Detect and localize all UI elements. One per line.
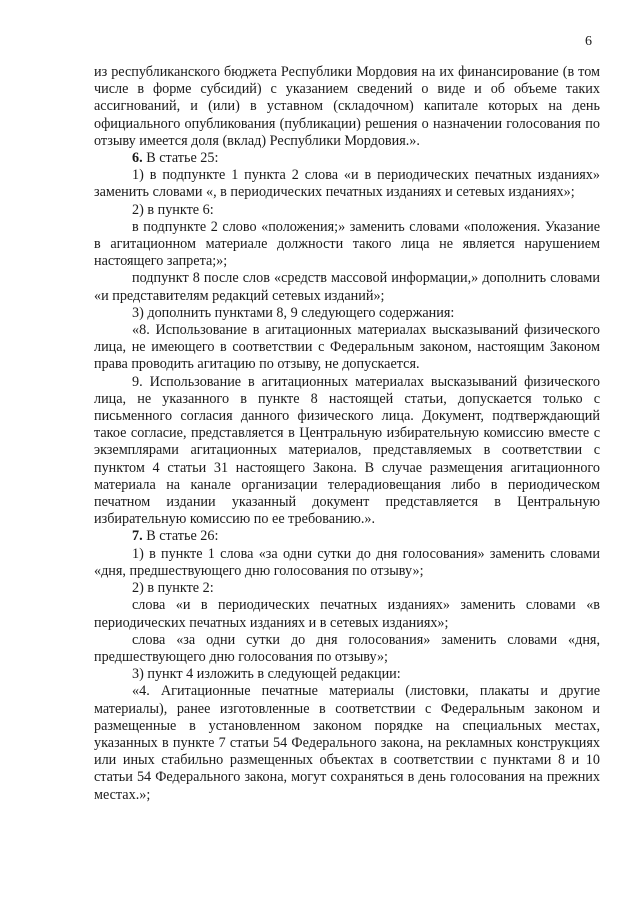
paragraph-text: в подпункте 2 слово «положения;» заменить словами «положения. Указание в агитационном материале должности такого лица не является нарушением настоящего запрета;»;	[94, 218, 600, 270]
paragraph	[94, 580, 600, 597]
paragraph	[94, 546, 600, 580]
paragraph-text: слова «за одни сутки до дня голосования» заменить словами «дня, предшествующего дню голосования по отзыву»;	[94, 631, 600, 665]
paragraph-text: 1) в подпункте 1 пункта 2 слова «и в периодических печатных изданиях» заменить словами «, в периодических печатных изданиях и сетевых изданиях»;	[94, 167, 600, 201]
paragraph	[94, 632, 600, 666]
paragraph	[94, 683, 600, 803]
paragraph	[94, 597, 600, 631]
paragraph	[94, 64, 600, 150]
paragraph	[94, 374, 600, 529]
paragraph	[94, 322, 600, 374]
paragraph-text: В статье 26:	[142, 528, 219, 545]
paragraph-text: 1) в пункте 1 слова «за одни сутки до дня голосования» заменить словами «дня, предшествующего дню голосования по отзыву»;	[94, 545, 600, 579]
paragraph	[94, 666, 600, 683]
paragraph-text: слова «и в периодических печатных изданиях» заменить словами «в периодических печатных изданиях и в сетевых изданиях»;	[94, 597, 600, 631]
paragraph	[94, 305, 600, 322]
section-number: 6.	[132, 150, 143, 167]
paragraph-text: из республиканского бюджета Республики Мордовия на их финансирование (в том числе в форме субсидий) с указанием сведений о виде и об объеме таких ассигнований, и (или) в уставном (складочном) капитале которых на день официального опубликования (публикации) решения о назначении голосования по отзыву имеется доля (вклад) Республики Мордовия.».	[94, 64, 600, 149]
page-number: 6	[585, 34, 592, 49]
section-number: 7.	[132, 528, 143, 545]
paragraph	[94, 270, 600, 304]
paragraph-text: «4. Агитационные печатные материалы (листовки, плакаты и другие материалы), ранее изготовленные в соответствии с Федеральным законом и размещенные в установленном законом порядке на специальных местах, указанных в пункте 7 статьи 54 Федерального закона, на рекламных конструкциях или иных стабильно размещенных объектах в соответствии с пунктами 8 и 10 статьи 54 Федерального закона, могут сохраняться в день голосования на прежних местах.»;	[94, 683, 600, 803]
section-heading	[94, 528, 600, 545]
paragraph-text: 9. Использование в агитационных материалах высказываний физического лица, не указанного в пункте 8 настоящей статьи, допускается только с письменного согласия данного физического лица. Документ, подтверждающий такое согласие, представляется в Центральную избирательную комиссию вместе с экземплярами агитационных материалов, представляемых в соответствии с пунктом 4 статьи 31 настоящего Закона. В случае размещения агитационного материала на канале организации телерадиовещания либо в периодическом печатном издании указанный документ представляется в Центральную избирательную комиссию по ее требованию.».	[94, 373, 600, 528]
document-body	[94, 64, 600, 804]
paragraph-text: подпункт 8 после слов «средств массовой информации,» дополнить словами «и представителям редакций сетевых изданий»;	[94, 270, 600, 304]
paragraph-text: 3) дополнить пунктами 8, 9 следующего содержания:	[132, 304, 455, 321]
paragraph-text: «8. Использование в агитационных материалах высказываний физического лица, не имеющего в соответствии с Федеральным законом, настоящим Законом права проводить агитацию по отзыву, не допускается.	[94, 322, 600, 373]
paragraph	[94, 167, 600, 201]
section-heading	[94, 150, 600, 167]
paragraph-text: 3) пункт 4 изложить в следующей редакции:	[132, 666, 401, 683]
paragraph-text: 2) в пункте 2:	[132, 580, 214, 597]
paragraph-text: В статье 25:	[142, 150, 219, 167]
paragraph-text: 2) в пункте 6:	[132, 201, 214, 218]
paragraph	[94, 202, 600, 219]
paragraph	[94, 219, 600, 271]
